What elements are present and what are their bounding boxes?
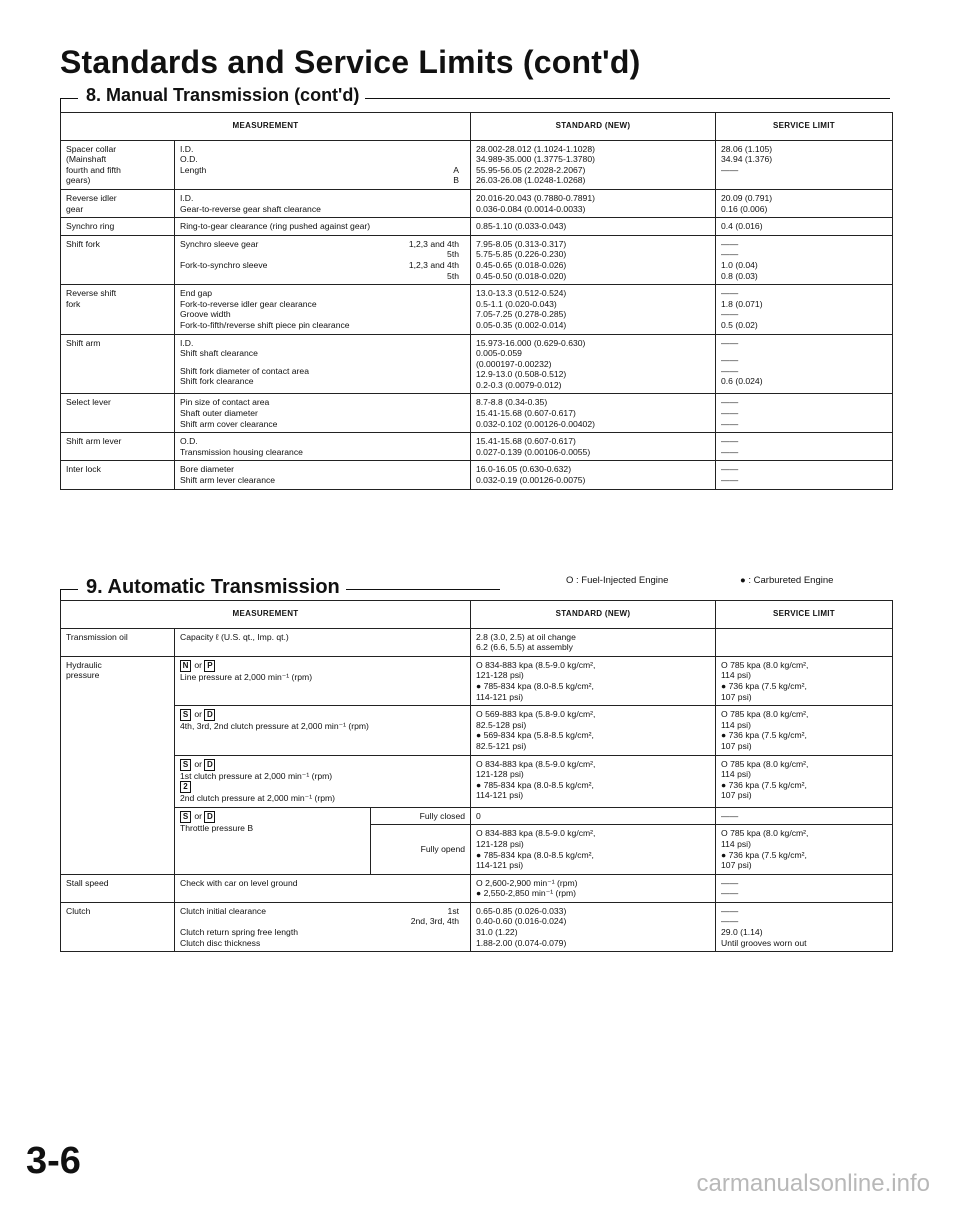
measurement-cell: Clutch initial clearance 1st 2nd, 3rd, 4th Clutch return spring free length Clutch disc thickness — [175, 902, 471, 951]
limit-cell: —— 1.8 (0.071) —— 0.5 (0.02) — [716, 285, 893, 334]
page-title: Standards and Service Limits (cont'd) — [60, 44, 641, 80]
automatic-transmission-table — [60, 600, 893, 952]
table-row — [61, 285, 893, 334]
standard-cell: 15.41-15.68 (0.607-0.617) 0.027-0.139 (0.00106-0.0055) — [471, 433, 716, 461]
measurement-cell: End gap Fork-to-reverse idler gear clearance Groove width Fork-to-fifth/reverse shift piece pin clearance — [175, 285, 471, 334]
limit-cell: 0.4 (0.016) — [716, 218, 893, 236]
standard-cell: O 834-883 kpa (8.5-9.0 kg/cm², 121-128 psi) ● 785-834 kpa (8.0-8.5 kg/cm², 114-121 psi) — [471, 656, 716, 705]
item-cell: Select lever — [61, 394, 175, 433]
table-row — [61, 140, 893, 189]
item-cell: Shift fork — [61, 235, 175, 284]
table-header-row — [61, 601, 893, 629]
shift-position-p-icon: P — [204, 660, 215, 672]
item-cell: Inter lock — [61, 461, 175, 489]
shift-position-d-icon: D — [204, 759, 215, 771]
shift-position-d-icon: D — [204, 811, 215, 823]
header-standard: STANDARD (NEW) — [471, 113, 716, 141]
standard-cell: 16.0-16.05 (0.630-0.632) 0.032-0.19 (0.00126-0.0075) — [471, 461, 716, 489]
table-header-row — [61, 113, 893, 141]
item-cell: Shift arm — [61, 334, 175, 394]
limit-cell: —— —— 29.0 (1.14) Until grooves worn out — [716, 902, 893, 951]
header-measurement: MEASUREMENT — [61, 113, 471, 141]
limit-cell: —— —— — [716, 433, 893, 461]
measurement-cell: Check with car on level ground — [175, 874, 471, 902]
limit-cell: —— — [716, 807, 893, 825]
watermark: carmanualsonline.info — [696, 1170, 930, 1197]
table-row — [61, 189, 893, 217]
standard-cell: 8.7-8.8 (0.34-0.35) 15.41-15.68 (0.607-0.617) 0.032-0.102 (0.00126-0.00402) — [471, 394, 716, 433]
condition-cell: Fully opend — [371, 825, 471, 874]
legend-fuel-injected: O : Fuel-Injected Engine — [566, 575, 669, 586]
measurement-cell: I.D. O.D. Length A B — [175, 140, 471, 189]
standard-cell: 15.973-16.000 (0.629-0.630) 0.005-0.059 (0.000197-0.00232) 12.9-13.0 (0.508-0.512) 0.2-0.3 (0.0079-0.012) — [471, 334, 716, 394]
standard-cell: 2.8 (3.0, 2.5) at oil change 6.2 (6.6, 5.5) at assembly — [471, 628, 716, 656]
standard-cell: 0.65-0.85 (0.026-0.033) 0.40-0.60 (0.016-0.024) 31.0 (1.22) 1.88-2.00 (0.074-0.079) — [471, 902, 716, 951]
standard-cell: O 2,600-2,900 min⁻¹ (rpm) ● 2,550-2,850 min⁻¹ (rpm) — [471, 874, 716, 902]
limit-cell: 20.09 (0.791) 0.16 (0.006) — [716, 189, 893, 217]
item-cell: Shift arm lever — [61, 433, 175, 461]
table-row — [61, 334, 893, 394]
header-standard: STANDARD (NEW) — [471, 601, 716, 629]
item-cell: Hydraulic pressure — [61, 656, 175, 874]
table-row — [61, 874, 893, 902]
condition-cell: Fully closed — [371, 807, 471, 825]
limit-cell: O 785 kpa (8.0 kg/cm², 114 psi) ● 736 kpa (7.5 kg/cm², 107 psi) — [716, 825, 893, 874]
header-service-limit: SERVICE LIMIT — [716, 601, 893, 629]
table-row — [61, 902, 893, 951]
table-row — [61, 656, 893, 705]
header-measurement: MEASUREMENT — [61, 601, 471, 629]
standard-cell: 0 — [471, 807, 716, 825]
measurement-cell: I.D. Shift shaft clearance Shift fork diameter of contact area Shift fork clearance — [175, 334, 471, 394]
standard-cell: O 834-883 kpa (8.5-9.0 kg/cm², 121-128 psi) ● 785-834 kpa (8.0-8.5 kg/cm², 114-121 psi) — [471, 755, 716, 807]
limit-cell: —— —— — [716, 874, 893, 902]
limit-cell: O 785 kpa (8.0 kg/cm², 114 psi) ● 736 kpa (7.5 kg/cm², 107 psi) — [716, 755, 893, 807]
limit-cell: 28.06 (1.105) 34.94 (1.376) —— — [716, 140, 893, 189]
shift-position-s-icon: S — [180, 811, 191, 823]
legend-carbureted: ● : Carbureted Engine — [740, 575, 834, 586]
item-cell: Transmission oil — [61, 628, 175, 656]
section-9-header — [60, 576, 500, 602]
standard-cell: 13.0-13.3 (0.512-0.524) 0.5-1.1 (0.020-0.043) 7.05-7.25 (0.278-0.285) 0.05-0.35 (0.002-0.014) — [471, 285, 716, 334]
manual-transmission-table — [60, 112, 893, 490]
table-row — [61, 433, 893, 461]
item-cell: Reverse idler gear — [61, 189, 175, 217]
section-9-title: 9. Automatic Transmission — [86, 576, 346, 599]
table-row — [61, 218, 893, 236]
standard-cell: 28.002-28.012 (1.1024-1.1028) 34.989-35.000 (1.3775-1.3780) 55.95-56.05 (2.2028-2.2067) 26.03-26.08 (1.0248-1.0268) — [471, 140, 716, 189]
limit-cell: —— —— — [716, 461, 893, 489]
header-service-limit: SERVICE LIMIT — [716, 113, 893, 141]
measurement-cell: S or D 1st clutch pressure at 2,000 min⁻¹ (rpm) 2 2nd clutch pressure at 2,000 min⁻¹ (rpm) — [175, 755, 471, 807]
standard-cell: 7.95-8.05 (0.313-0.317) 5.75-5.85 (0.226-0.230) 0.45-0.65 (0.018-0.026) 0.45-0.50 (0.018-0.020) — [471, 235, 716, 284]
shift-position-n-icon: N — [180, 660, 191, 672]
table-row — [61, 807, 893, 825]
item-cell: Clutch — [61, 902, 175, 951]
standard-cell: 20.016-20.043 (0.7880-0.7891) 0.036-0.084 (0.0014-0.0033) — [471, 189, 716, 217]
measurement-cell: Synchro sleeve gear 1,2,3 and 4th 5th Fork-to-synchro sleeve 1,2,3 and 4th 5th — [175, 235, 471, 284]
section-8-title: 8. Manual Transmission (cont'd) — [86, 85, 365, 106]
limit-cell: —— —— —— — [716, 394, 893, 433]
limit-cell — [716, 628, 893, 656]
measurement-cell: S or D Throttle pressure B — [175, 807, 371, 874]
table-row — [61, 461, 893, 489]
shift-position-s-icon: S — [180, 709, 191, 721]
limit-cell: O 785 kpa (8.0 kg/cm², 114 psi) ● 736 kpa (7.5 kg/cm², 107 psi) — [716, 656, 893, 705]
measurement-cell: Pin size of contact area Shaft outer diameter Shift arm cover clearance — [175, 394, 471, 433]
measurement-cell: I.D. Gear-to-reverse gear shaft clearance — [175, 189, 471, 217]
standard-cell: O 834-883 kpa (8.5-9.0 kg/cm², 121-128 psi) ● 785-834 kpa (8.0-8.5 kg/cm², 114-121 psi) — [471, 825, 716, 874]
standard-cell: O 569-883 kpa (5.8-9.0 kg/cm², 82.5-128 psi) ● 569-834 kpa (5.8-8.5 kg/cm², 82.5-121 psi) — [471, 706, 716, 755]
shift-position-s-icon: S — [180, 759, 191, 771]
item-cell: Synchro ring — [61, 218, 175, 236]
measurement-cell: O.D. Transmission housing clearance — [175, 433, 471, 461]
shift-position-2-icon: 2 — [180, 781, 191, 793]
limit-cell: O 785 kpa (8.0 kg/cm², 114 psi) ● 736 kpa (7.5 kg/cm², 107 psi) — [716, 706, 893, 755]
item-cell: Reverse shift fork — [61, 285, 175, 334]
table-row — [61, 235, 893, 284]
table-row — [61, 394, 893, 433]
table-row — [61, 628, 893, 656]
table-row — [61, 755, 893, 807]
measurement-cell: S or D 4th, 3rd, 2nd clutch pressure at 2,000 min⁻¹ (rpm) — [175, 706, 471, 755]
measurement-cell: N or P Line pressure at 2,000 min⁻¹ (rpm) — [175, 656, 471, 705]
section-8-header — [60, 85, 890, 111]
measurement-cell: Capacity ℓ (U.S. qt., Imp. qt.) — [175, 628, 471, 656]
item-cell: Spacer collar (Mainshaft fourth and fifth gears) — [61, 140, 175, 189]
measurement-cell: Ring-to-gear clearance (ring pushed against gear) — [175, 218, 471, 236]
page-number: 3-6 — [26, 1140, 81, 1182]
limit-cell: —— —— —— 0.6 (0.024) — [716, 334, 893, 394]
measurement-cell: Bore diameter Shift arm lever clearance — [175, 461, 471, 489]
item-cell: Stall speed — [61, 874, 175, 902]
shift-position-d-icon: D — [204, 709, 215, 721]
limit-cell: —— —— 1.0 (0.04) 0.8 (0.03) — [716, 235, 893, 284]
table-row — [61, 706, 893, 755]
standard-cell: 0.85-1.10 (0.033-0.043) — [471, 218, 716, 236]
